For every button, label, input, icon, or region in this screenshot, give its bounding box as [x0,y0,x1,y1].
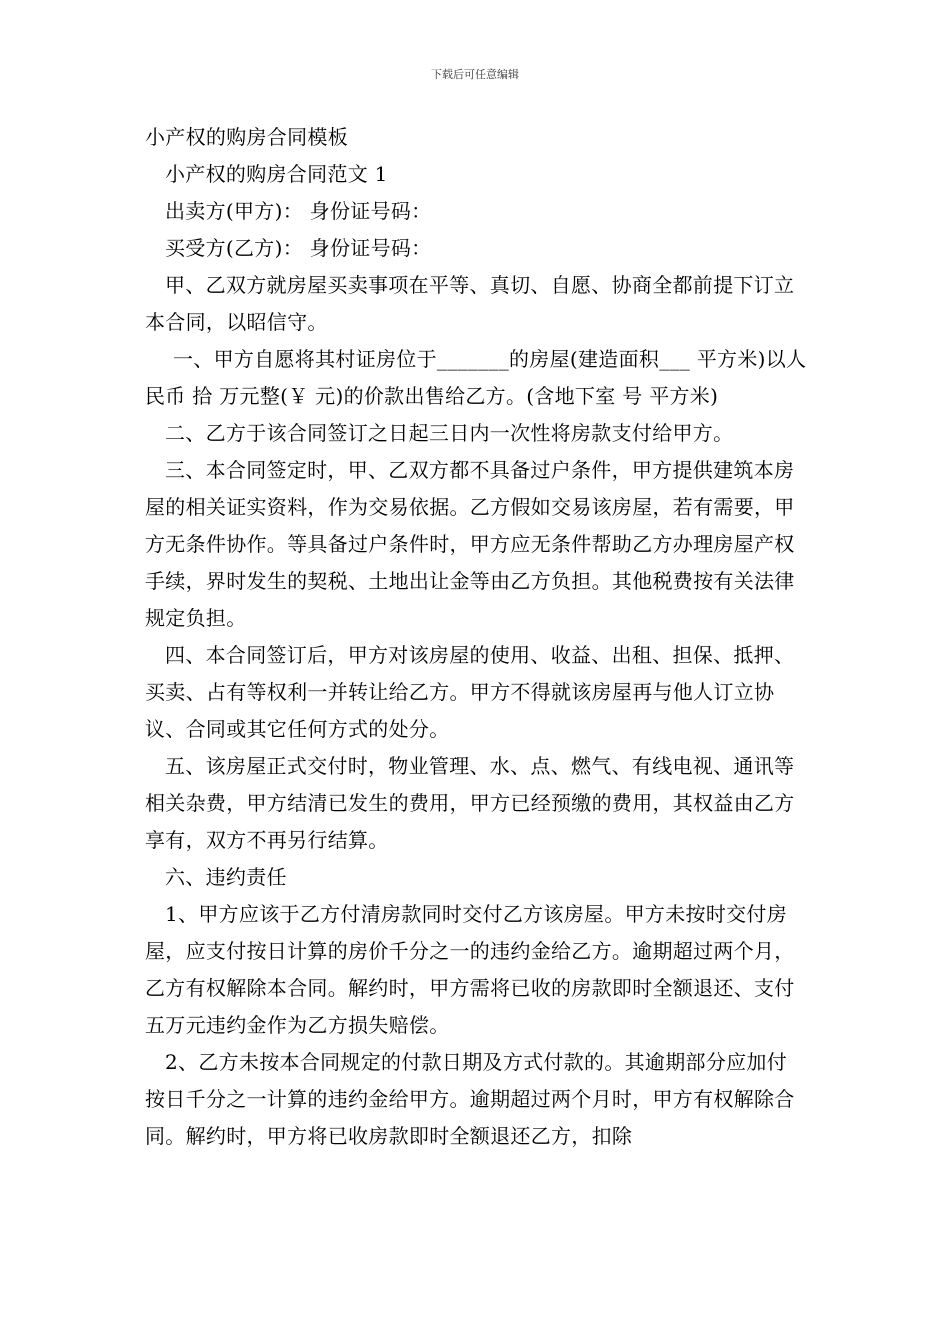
clause-4-paragraph: 四、本合同签订后，甲方对该房屋的使用、收益、出租、担保、抵押、买卖、占有等权利一并转让给乙方。甲方不得就该房屋再与他人订立协议、合同或其它任何方式的处分。 [145,643,795,741]
buyer-line: 买受方(乙方)： 身份证号码： [165,236,432,260]
clause-6-heading: 六、违约责任 [165,865,287,889]
clause-6-2-paragraph: 2、乙方未按本合同规定的付款日期及方式付款的。其逾期部分应加付按日千分之一计算的违约金给甲方。逾期超过两个月时，甲方有权解除合同。解约时，甲方将已收房款即时全额退还乙方，扣除 [145,1050,795,1148]
clause-3-paragraph: 三、本合同签定时，甲、乙双方都不具备过户条件，甲方提供建筑本房屋的相关证实资料，作为交易依据。乙方假如交易该房屋，若有需要，甲方无条件协作。等具备过户条件时，甲方应无条件帮助乙方办理房屋产权手续，界时发生的契税、土地出让金等由乙方负担。其他税费按有关法律规定负担。 [145,458,795,630]
seller-line: 出卖方(甲方)： 身份证号码： [165,199,432,223]
clause-5-paragraph: 五、该房屋正式交付时，物业管理、水、点、燃气、有线电视、通讯等相关杂费，甲方结清已发生的费用，甲方已经预缴的费用，其权益由乙方享有，双方不再另行结算。 [145,754,795,852]
document-body [145,119,807,1155]
preamble-paragraph: 甲、乙双方就房屋买卖事项在平等、真切、自愿、协商全都前提下订立本合同，以昭信守。 [145,273,795,334]
clause-6-1-paragraph: 1、甲方应该于乙方付清房款同时交付乙方该房屋。甲方未按时交付房屋，应支付按日计算的房价千分之一的违约金给乙方。逾期超过两个月，乙方有权解除本合同。解约时，甲方需将已收的房款即时全额退还、支付五万元违约金作为乙方损失赔偿。 [145,902,795,1037]
document-subtitle: 小产权的购房合同范文 1 [165,162,388,186]
document-title: 小产权的购房合同模板 [145,125,348,149]
clause-2-paragraph: 二、乙方于该合同签订之日起三日内一次性将房款支付给甲方。 [165,421,734,445]
clause-1-paragraph: 一、甲方自愿将其村证房位于_______的房屋(建造面积___ 平方米)以人民币 拾 万元整(￥ 元)的价款出售给乙方。(含地下室 号 平方米) [145,347,807,408]
header-note: 下载后可任意编辑 [431,68,519,81]
